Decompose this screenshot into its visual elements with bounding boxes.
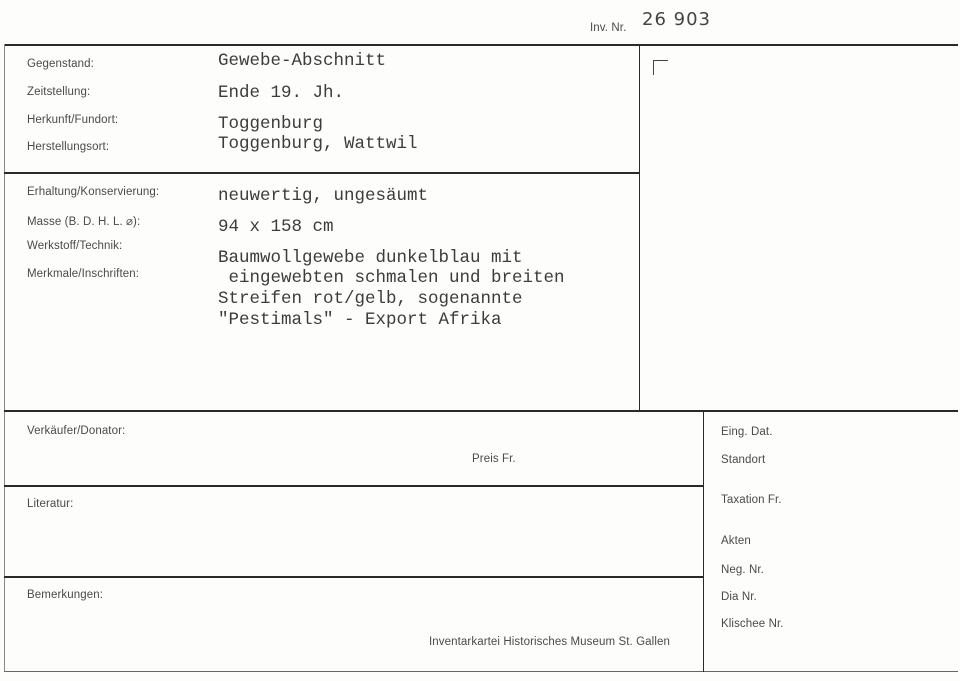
side-standort: Standort bbox=[721, 454, 766, 466]
label-verkaeufer: Verkäufer/Donator: bbox=[27, 425, 126, 437]
label-preis: Preis Fr. bbox=[472, 453, 516, 465]
middle-rule bbox=[4, 410, 958, 412]
bemerkungen-rule bbox=[4, 576, 704, 578]
value-herkunft: Toggenburg bbox=[218, 114, 324, 134]
value-zeitstellung: Ende 19. Jh. bbox=[218, 83, 345, 103]
side-neg-nr: Neg. Nr. bbox=[721, 564, 764, 576]
side-klischee-nr: Klischee Nr. bbox=[721, 618, 784, 630]
label-zeitstellung: Zeitstellung: bbox=[27, 86, 91, 98]
image-box-divider bbox=[639, 44, 640, 412]
inv-nr-label: Inv. Nr. bbox=[590, 22, 627, 34]
label-bemerkungen: Bemerkungen: bbox=[27, 589, 103, 601]
label-herkunft: Herkunft/Fundort: bbox=[27, 114, 119, 126]
side-dia-nr: Dia Nr. bbox=[721, 591, 757, 603]
label-erhaltung: Erhaltung/Konservierung: bbox=[27, 186, 160, 198]
value-werkstoff-line-3: Streifen rot/gelb, sogenannte bbox=[218, 289, 523, 309]
value-gegenstand: Gewebe-Abschnitt bbox=[218, 51, 387, 71]
side-akten: Akten bbox=[721, 535, 751, 547]
value-erhaltung: neuwertig, ungesäumt bbox=[218, 186, 429, 206]
literatur-rule bbox=[4, 485, 704, 487]
label-werkstoff: Werkstoff/Technik: bbox=[27, 240, 123, 252]
label-gegenstand: Gegenstand: bbox=[27, 58, 94, 70]
footer-museum: Inventarkartei Historisches Museum St. Gallen bbox=[429, 636, 670, 648]
side-eing-dat: Eing. Dat. bbox=[721, 426, 773, 438]
side-taxation: Taxation Fr. bbox=[721, 494, 782, 506]
upper-section-divider bbox=[4, 172, 640, 174]
photo-corner-mark bbox=[653, 60, 668, 75]
side-column-divider bbox=[703, 410, 704, 672]
value-werkstoff-line-1: Baumwollgewebe dunkelblau mit bbox=[218, 248, 523, 268]
label-literatur: Literatur: bbox=[27, 498, 74, 510]
value-werkstoff-line-2: eingewebten schmalen und breiten bbox=[218, 268, 565, 288]
label-masse: Masse (B. D. H. L. ⌀): bbox=[27, 216, 141, 228]
value-herstellungsort: Toggenburg, Wattwil bbox=[218, 134, 418, 154]
top-rule bbox=[4, 44, 958, 46]
value-werkstoff-line-4: "Pestimals" - Export Afrika bbox=[218, 310, 502, 330]
inv-nr-value: 26 903 bbox=[642, 9, 711, 30]
label-merkmale: Merkmale/Inschriften: bbox=[27, 268, 140, 280]
value-masse: 94 x 158 cm bbox=[218, 217, 334, 237]
bottom-rule bbox=[4, 671, 958, 672]
label-herstellungsort: Herstellungsort: bbox=[27, 141, 110, 153]
